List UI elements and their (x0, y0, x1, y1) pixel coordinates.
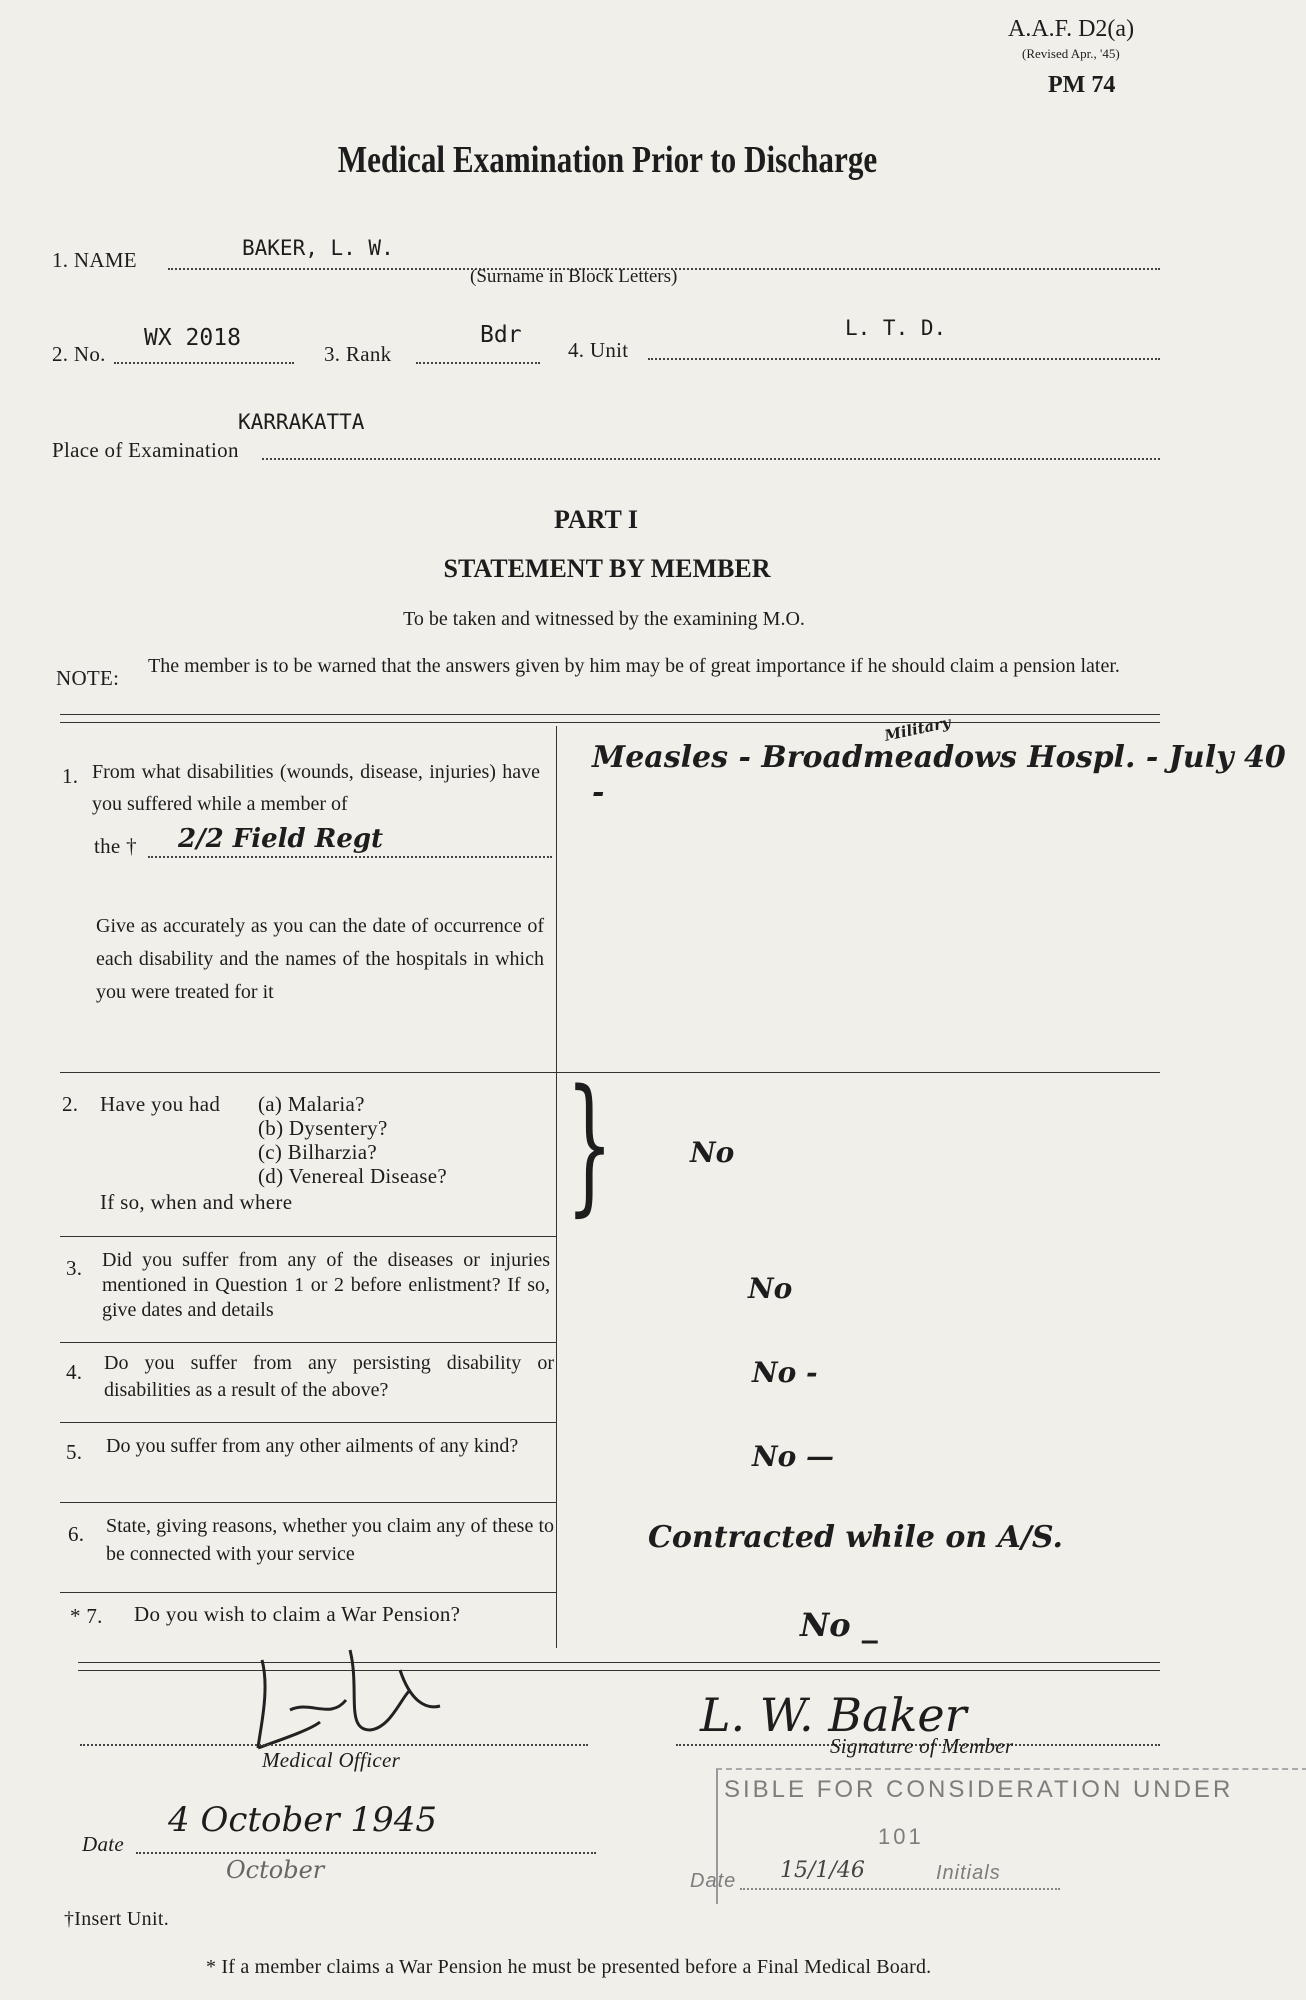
row-divider-5 (60, 1502, 556, 1503)
q7-text: Do you wish to claim a War Pension? (134, 1602, 461, 1626)
table-top-rule-2 (60, 722, 1160, 723)
stamp-initials-label: Initials (936, 1862, 1001, 1884)
q5-answer: No — (752, 1440, 835, 1473)
rank-value: Bdr (480, 322, 522, 348)
note-text: The member is to be warned that the answers given by him may be of great importance if he should claim a pension later. (148, 655, 1120, 677)
q6-answer: Contracted while on A/S. (648, 1520, 1063, 1555)
q5-number: 5. (66, 1440, 83, 1464)
footnote: * If a member claims a War Pension he must be presented before a Final Medical Board. (206, 1956, 932, 1978)
stamp-date-line (740, 1888, 1060, 1890)
row-divider-3 (60, 1342, 556, 1343)
q2-if-so: If so, when and where (100, 1190, 293, 1214)
form-code: A.A.F. D2(a) (1008, 16, 1135, 42)
number-label: 2. No. (52, 342, 106, 366)
row-divider-4 (60, 1422, 556, 1423)
q4-answer: No - (752, 1356, 818, 1389)
form-revision: (Revised Apr., '45) (1022, 46, 1120, 61)
row-divider-2 (60, 1236, 556, 1237)
stamp-date-value: 15/1/46 (780, 1858, 865, 1883)
number-line (114, 362, 294, 364)
q1-text-2: Give as accurately as you can the date of occurrence of each disability and the names of the hospitals in which you were treated for it (96, 915, 544, 1003)
stamp-line-2: 101 (878, 1824, 924, 1849)
q2-venereal: (d) Venereal Disease? (258, 1164, 447, 1188)
q2-malaria: (a) Malaria? (258, 1092, 365, 1116)
date-line (136, 1852, 596, 1854)
q2-text: Have you had (100, 1092, 221, 1116)
table-bottom-rule (78, 1662, 1160, 1663)
q1-text: From what disabilities (wounds, disease, injuries) have you suffered while a member of (92, 761, 540, 815)
q6-number: 6. (68, 1522, 85, 1546)
unit-value: L. T. D. (845, 316, 947, 340)
q3-number: 3. (66, 1256, 83, 1280)
unit-label: 4. Unit (568, 338, 629, 362)
q2-brace: } (566, 1058, 614, 1230)
date-value: 4 October 1945 (168, 1800, 437, 1840)
q1-answer: Measles - Broadmeadows Hospl. - July 40 - (592, 740, 1286, 810)
surname-hint: (Surname in Block Letters) (470, 266, 678, 287)
member-label: Signature of Member (830, 1734, 1014, 1758)
medical-officer-line (80, 1744, 588, 1746)
unit-line (648, 358, 1160, 360)
q3-answer: No (748, 1272, 793, 1305)
q5-text: Do you suffer from any other ailments of any kind? (106, 1435, 519, 1457)
place-value: KARRAKATTA (238, 410, 365, 434)
part-instruction: To be taken and witnessed by the examining M.O. (403, 608, 805, 630)
q1-number: 1. (62, 764, 79, 788)
q2-bilharzia: (c) Bilharzia? (258, 1140, 378, 1164)
pm-number: PM 74 (1048, 72, 1116, 98)
date-note: October (226, 1856, 325, 1884)
q6-text: State, giving reasons, whether you claim any of these to be connected with your service (106, 1515, 554, 1565)
q1-answer-insert: Military (882, 713, 953, 745)
q2-number: 2. (62, 1092, 79, 1116)
place-line (262, 458, 1160, 460)
name-value: BAKER, L. W. (242, 236, 394, 260)
part-heading: PART I (553, 505, 639, 534)
member-signature: L. W. Baker (700, 1688, 967, 1742)
rank-label: 3. Rank (324, 342, 392, 366)
note-label: NOTE: (56, 666, 120, 690)
q7-number: * 7. (70, 1604, 103, 1628)
stamp-date-label: Date (690, 1870, 737, 1892)
part-subheading: STATEMENT BY MEMBER (443, 554, 771, 583)
name-label: 1. NAME (52, 248, 137, 272)
date-label: Date (82, 1832, 125, 1856)
q1-unit-value: 2/2 Field Regt (178, 824, 384, 854)
row-divider-6 (60, 1592, 556, 1593)
q4-number: 4. (66, 1360, 83, 1384)
place-label: Place of Examination (52, 438, 239, 462)
q1-the-label: the † (94, 834, 137, 858)
rank-line (416, 362, 540, 364)
insert-unit-note: †Insert Unit. (64, 1908, 169, 1930)
q2-dysentery: (b) Dysentery? (258, 1116, 388, 1140)
table-column-divider (556, 726, 557, 1648)
q4-text: Do you suffer from any persisting disability or disabilities as a result of the above? (104, 1352, 554, 1401)
medical-officer-label: Medical Officer (262, 1748, 401, 1772)
medical-officer-signature (250, 1630, 450, 1760)
form-title: Medical Examination Prior to Discharge (337, 139, 878, 181)
q1-unit-line (148, 856, 552, 858)
table-top-rule (60, 714, 1160, 715)
table-bottom-rule-2 (78, 1670, 1160, 1671)
stamp-line-1: SIBLE FOR CONSIDERATION UNDER (724, 1776, 1234, 1803)
q3-text: Did you suffer from any of the diseases or injuries mentioned in Question 1 or 2 before enlistment? If so, give dates and details (102, 1249, 550, 1321)
number-value: WX 2018 (144, 325, 241, 351)
q7-answer: No _ (800, 1606, 878, 1644)
q2-answer: No (690, 1136, 735, 1169)
